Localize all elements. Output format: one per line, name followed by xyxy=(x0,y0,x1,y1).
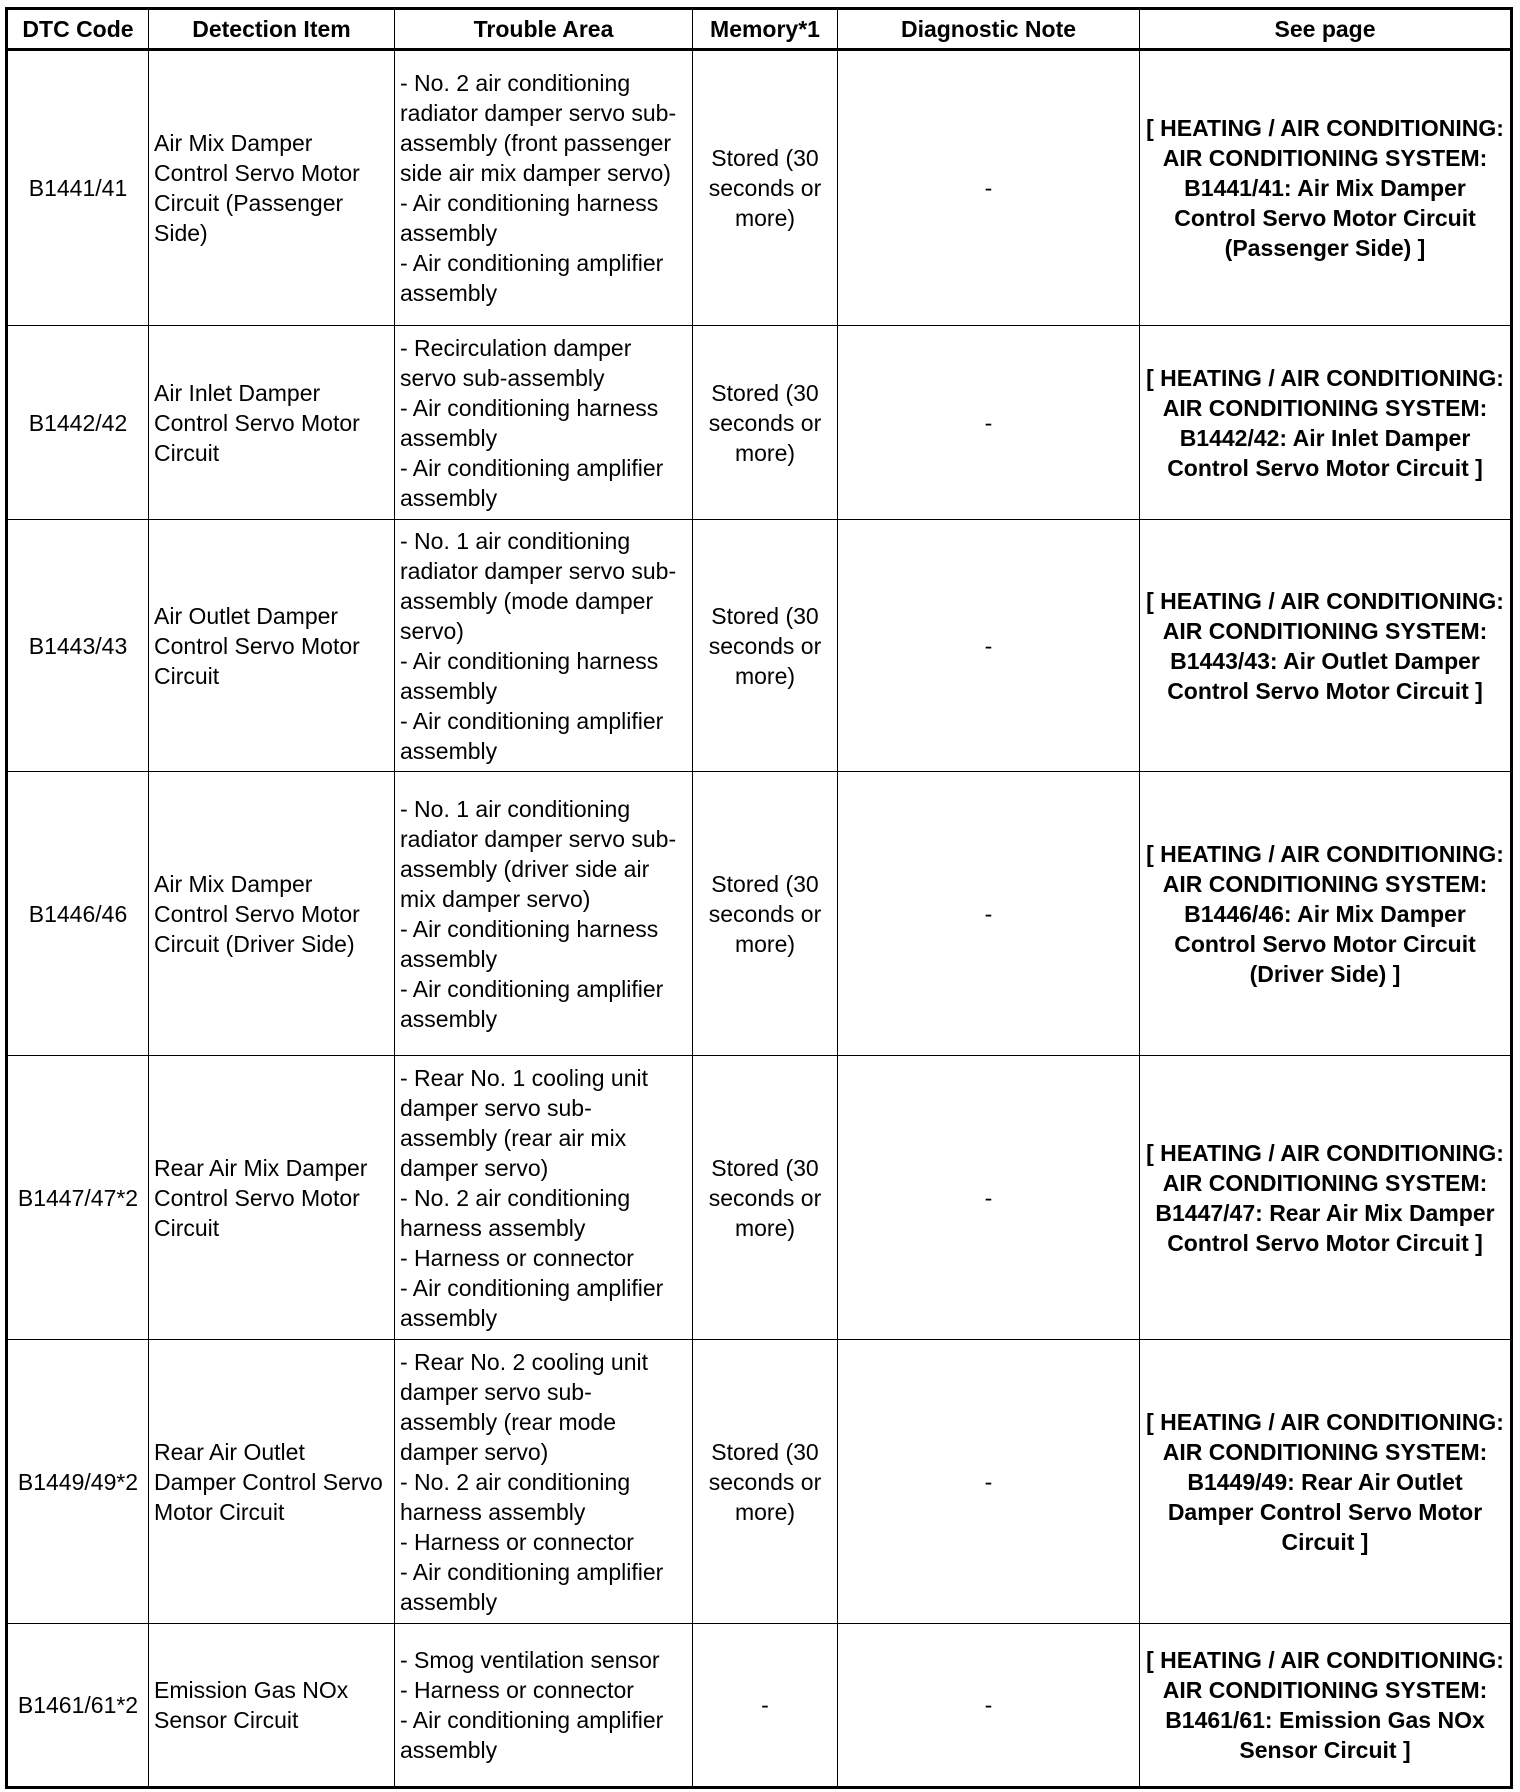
table-row xyxy=(7,326,1512,520)
header-detection-item: Detection Item xyxy=(149,9,395,50)
header-see-page: See page xyxy=(1140,9,1512,50)
see-page-link[interactable]: [ HEATING / AIR CONDITIONING: AIR CONDITIONING SYSTEM: B1441/41: Air Mix Damper Control Servo Motor Circuit (Passenger Side) ] xyxy=(1140,50,1512,326)
table-row xyxy=(7,1340,1512,1624)
memory-cell: Stored (30 seconds or more) xyxy=(693,772,838,1056)
trouble-area-cell: - No. 1 air conditioning radiator damper servo sub-assembly (driver side air mix damper servo) - Air conditioning harness assembly - Air conditioning amplifier assembly xyxy=(395,772,693,1056)
dtc-code-cell: B1442/42 xyxy=(7,326,149,520)
table-row xyxy=(7,520,1512,772)
memory-cell: Stored (30 seconds or more) xyxy=(693,520,838,772)
table-row xyxy=(7,772,1512,1056)
diagnostic-note-cell: - xyxy=(838,1056,1140,1340)
dtc-code-cell: B1443/43 xyxy=(7,520,149,772)
trouble-area-cell: - Smog ventilation sensor - Harness or connector - Air conditioning amplifier assembly xyxy=(395,1624,693,1788)
trouble-area-cell: - No. 1 air conditioning radiator damper servo sub-assembly (mode damper servo) - Air conditioning harness assembly - Air conditioning amplifier assembly xyxy=(395,520,693,772)
trouble-area-cell: - Rear No. 1 cooling unit damper servo sub-assembly (rear air mix damper servo) - No. 2 air conditioning harness assembly - Harness or connector - Air conditioning amplifier assembly xyxy=(395,1056,693,1340)
detection-item-cell: Air Mix Damper Control Servo Motor Circuit (Driver Side) xyxy=(149,772,395,1056)
see-page-link[interactable]: [ HEATING / AIR CONDITIONING: AIR CONDITIONING SYSTEM: B1442/42: Air Inlet Damper Control Servo Motor Circuit ] xyxy=(1140,326,1512,520)
diagnostic-note-cell: - xyxy=(838,1624,1140,1788)
diagnostic-note-cell: - xyxy=(838,772,1140,1056)
dtc-table-page xyxy=(5,7,1510,1785)
dtc-table xyxy=(5,7,1513,1789)
see-page-link[interactable]: [ HEATING / AIR CONDITIONING: AIR CONDITIONING SYSTEM: B1461/61: Emission Gas NOx Sensor Circuit ] xyxy=(1140,1624,1512,1788)
header-diagnostic-note: Diagnostic Note xyxy=(838,9,1140,50)
memory-cell: Stored (30 seconds or more) xyxy=(693,1056,838,1340)
diagnostic-note-cell: - xyxy=(838,1340,1140,1624)
trouble-area-cell: - Recirculation damper servo sub-assembly - Air conditioning harness assembly - Air conditioning amplifier assembly xyxy=(395,326,693,520)
memory-cell: - xyxy=(693,1624,838,1788)
detection-item-cell: Air Outlet Damper Control Servo Motor Circuit xyxy=(149,520,395,772)
diagnostic-note-cell: - xyxy=(838,520,1140,772)
detection-item-cell: Air Mix Damper Control Servo Motor Circuit (Passenger Side) xyxy=(149,50,395,326)
table-row xyxy=(7,50,1512,326)
diagnostic-note-cell: - xyxy=(838,326,1140,520)
trouble-area-cell: - Rear No. 2 cooling unit damper servo sub-assembly (rear mode damper servo) - No. 2 air conditioning harness assembly - Harness or connector - Air conditioning amplifier assembly xyxy=(395,1340,693,1624)
table-row xyxy=(7,1624,1512,1788)
dtc-code-cell: B1441/41 xyxy=(7,50,149,326)
table-header-row xyxy=(7,9,1512,50)
dtc-code-cell: B1446/46 xyxy=(7,772,149,1056)
header-dtc-code: DTC Code xyxy=(7,9,149,50)
table-row xyxy=(7,1056,1512,1340)
detection-item-cell: Rear Air Mix Damper Control Servo Motor Circuit xyxy=(149,1056,395,1340)
memory-cell: Stored (30 seconds or more) xyxy=(693,50,838,326)
see-page-link[interactable]: [ HEATING / AIR CONDITIONING: AIR CONDITIONING SYSTEM: B1449/49: Rear Air Outlet Damper Control Servo Motor Circuit ] xyxy=(1140,1340,1512,1624)
header-memory: Memory*1 xyxy=(693,9,838,50)
see-page-link[interactable]: [ HEATING / AIR CONDITIONING: AIR CONDITIONING SYSTEM: B1447/47: Rear Air Mix Damper Control Servo Motor Circuit ] xyxy=(1140,1056,1512,1340)
see-page-link[interactable]: [ HEATING / AIR CONDITIONING: AIR CONDITIONING SYSTEM: B1443/43: Air Outlet Damper Control Servo Motor Circuit ] xyxy=(1140,520,1512,772)
trouble-area-cell: - No. 2 air conditioning radiator damper servo sub-assembly (front passenger side air mix damper servo) - Air conditioning harness assembly - Air conditioning amplifier assembly xyxy=(395,50,693,326)
detection-item-cell: Rear Air Outlet Damper Control Servo Motor Circuit xyxy=(149,1340,395,1624)
dtc-code-cell: B1447/47*2 xyxy=(7,1056,149,1340)
header-trouble-area: Trouble Area xyxy=(395,9,693,50)
see-page-link[interactable]: [ HEATING / AIR CONDITIONING: AIR CONDITIONING SYSTEM: B1446/46: Air Mix Damper Control Servo Motor Circuit (Driver Side) ] xyxy=(1140,772,1512,1056)
detection-item-cell: Emission Gas NOx Sensor Circuit xyxy=(149,1624,395,1788)
diagnostic-note-cell: - xyxy=(838,50,1140,326)
detection-item-cell: Air Inlet Damper Control Servo Motor Circuit xyxy=(149,326,395,520)
memory-cell: Stored (30 seconds or more) xyxy=(693,326,838,520)
memory-cell: Stored (30 seconds or more) xyxy=(693,1340,838,1624)
dtc-code-cell: B1449/49*2 xyxy=(7,1340,149,1624)
dtc-code-cell: B1461/61*2 xyxy=(7,1624,149,1788)
